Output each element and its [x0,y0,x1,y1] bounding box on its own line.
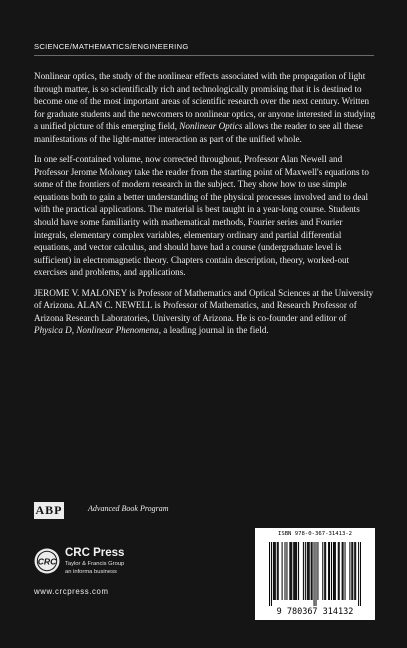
barcode-bar [343,542,344,600]
barcode-bar [312,542,313,600]
barcode-bar [290,542,291,600]
barcode-bar [289,542,290,600]
barcode-bar [307,542,308,600]
barcode-bar [309,542,310,600]
publisher-name: CRC Press [65,547,125,559]
divider [34,55,374,56]
barcode-bar [284,542,285,600]
barcode-bar [339,542,340,600]
barcode-bar [314,542,315,606]
barcode-bar [317,542,318,600]
barcode-bar [291,542,292,600]
barcode-bar [352,542,353,600]
barcode-bar [334,542,335,600]
author-bio-paragraph [34,287,376,337]
isbn-barcode [255,528,375,620]
description-p1-start: Nonlinear optics, the study of the nonlinear effects associated with the propagation of light through matter, is so scientifically rich and technologically promising that it is destined to become one of the most important areas of scientific research over the next century. Written for graduate students and the newcomers to nonlinear optics, or anyone interested in studying a unified picture of this emerging field, [34,71,376,132]
abp-label: Advanced Book Program [88,504,169,513]
barcode-bar [298,542,299,600]
journal-title-italic: Physica D, Nonlinear Phenomena [34,325,159,336]
barcode-bar [286,542,287,600]
barcode-bar [335,542,336,600]
barcode-bar [349,542,350,600]
publisher-group: Taylor & Francis Group [65,561,125,567]
description-p1-end: allows the reader to see all these manifestations of the light-matter interaction as part of the unified whole. [34,121,363,144]
barcode-bar [277,542,278,600]
barcode-bar [303,542,304,600]
barcode-bar [355,542,356,600]
barcode-bars [269,542,361,606]
barcode-bar [342,542,343,600]
author-bio-start: JEROME V. MALONEY is Professor of Mathematics and Optical Sciences at the University of Arizona. ALAN C. NEWELL is Professor of Mathematics, and Research Professor of Arizona Research Laboratories, University of Arizona. He is co-founder and editor of [34,287,374,323]
barcode-bar [282,542,283,600]
book-title-italic: Nonlinear Optics [179,121,243,132]
category-label: SCIENCE/MATHEMATICS/ENGINEERING [34,42,189,51]
barcode-bar [358,542,359,606]
author-bio-end: , a leading journal in the field. [158,325,269,336]
publisher-website: www.crcpress.com [34,587,109,596]
barcode-bar [278,542,279,600]
barcode-bar [293,542,294,600]
barcode-bar [305,542,306,600]
barcode-bar [328,542,329,600]
barcode-bar [345,542,346,600]
barcode-bar [274,542,275,600]
crc-press-logo [34,548,60,574]
crc-press-text [65,547,124,576]
back-cover-text [34,70,376,345]
description-paragraph-1 [34,70,376,145]
barcode-bar [325,542,326,600]
barcode-bar [322,542,323,600]
barcode-bar [351,542,352,600]
abp-logo: ABP [35,503,63,517]
isbn-number: ISBN 978-0-367-31413-2 [277,531,353,537]
barcode-bar [333,542,334,600]
barcode-bar [275,542,276,600]
barcode-bar [311,542,312,600]
barcode-bar [295,542,296,600]
description-paragraph-2: In one self-contained volume, now corrected throughout, Professor Alan Newell and Professor Jerome Moloney take the reader from the starting point of Maxwell's equations to some of the frontiers of modern research in the subject. They show how to use simple equations both to gain a better understanding of the physical processes involved and to deal with the practical applications. The material is best taught in a year-long course. Students should have some familiarity with mathematical methods, Fourier series and Fourier integrals, elementary complex variables, elementary ordinary and partial differential equations, and vector calculus, and should have had a course (undergraduate level is sufficient) in electromagnetic theory. Chapters contain description, theory, worked-out exercises and problems, and applications. [34,154,369,278]
barcode-bar [354,542,355,600]
barcode-bar [324,542,325,600]
barcode-bar [269,542,270,606]
barcode-bar [273,542,274,600]
barcode-bar [329,542,330,600]
publisher-tagline: an informa business [65,569,117,575]
barcode-bar [360,542,361,606]
barcode-digits: 9 780367 314132 [276,607,354,617]
barcode-bar [294,542,295,600]
barcode-bar [296,542,297,600]
barcode-bar [315,542,316,606]
barcode-bar [331,542,332,600]
barcode-bar [308,542,309,600]
barcode-bar [271,542,272,606]
barcode-bar [338,542,339,600]
crc-logo-text: CRC [37,556,57,567]
